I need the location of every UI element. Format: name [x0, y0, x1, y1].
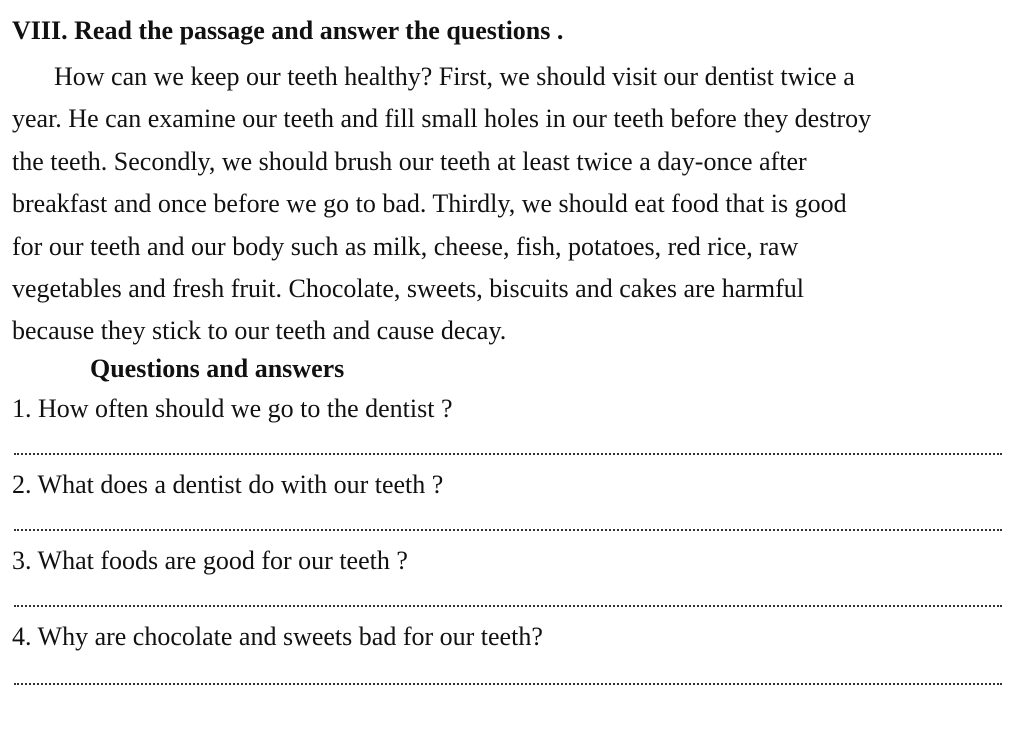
answer-line-3[interactable]: [14, 605, 1002, 607]
question-1: 1. How often should we go to the dentist ?: [12, 394, 453, 423]
passage-line: breakfast and once before we go to bad. Thirdly, we should eat food that is good: [12, 189, 847, 219]
passage-line: How can we keep our teeth healthy? First, we should visit our dentist twice a: [54, 62, 855, 91]
passage-line: vegetables and fresh fruit. Chocolate, sweets, biscuits and cakes are harmful: [12, 273, 804, 303]
passage-line: year. He can examine our teeth and fill small holes in our teeth before they destroy: [12, 104, 872, 134]
passage-line: for our teeth and our body such as milk, cheese, fish, potatoes, red rice, raw: [12, 231, 799, 261]
questions-title: Questions and answers: [90, 354, 345, 383]
question-2: 2. What does a dentist do with our teeth ?: [12, 470, 444, 499]
section-heading: VIII. Read the passage and answer the questions .: [12, 16, 564, 45]
question-4: 4. Why are chocolate and sweets bad for our teeth?: [12, 622, 543, 651]
reading-passage: [12, 56, 1012, 353]
question-3: 3. What foods are good for our teeth ?: [12, 546, 408, 575]
answer-line-1[interactable]: [14, 453, 1002, 455]
answer-line-2[interactable]: [14, 529, 1002, 531]
cropped-previous-line: [20, 0, 1020, 2]
passage-line: the teeth. Secondly, we should brush our teeth at least twice a day-once after: [12, 146, 807, 176]
passage-line: because they stick to our teeth and cause decay.: [12, 316, 507, 346]
answer-line-4[interactable]: [14, 683, 1002, 685]
